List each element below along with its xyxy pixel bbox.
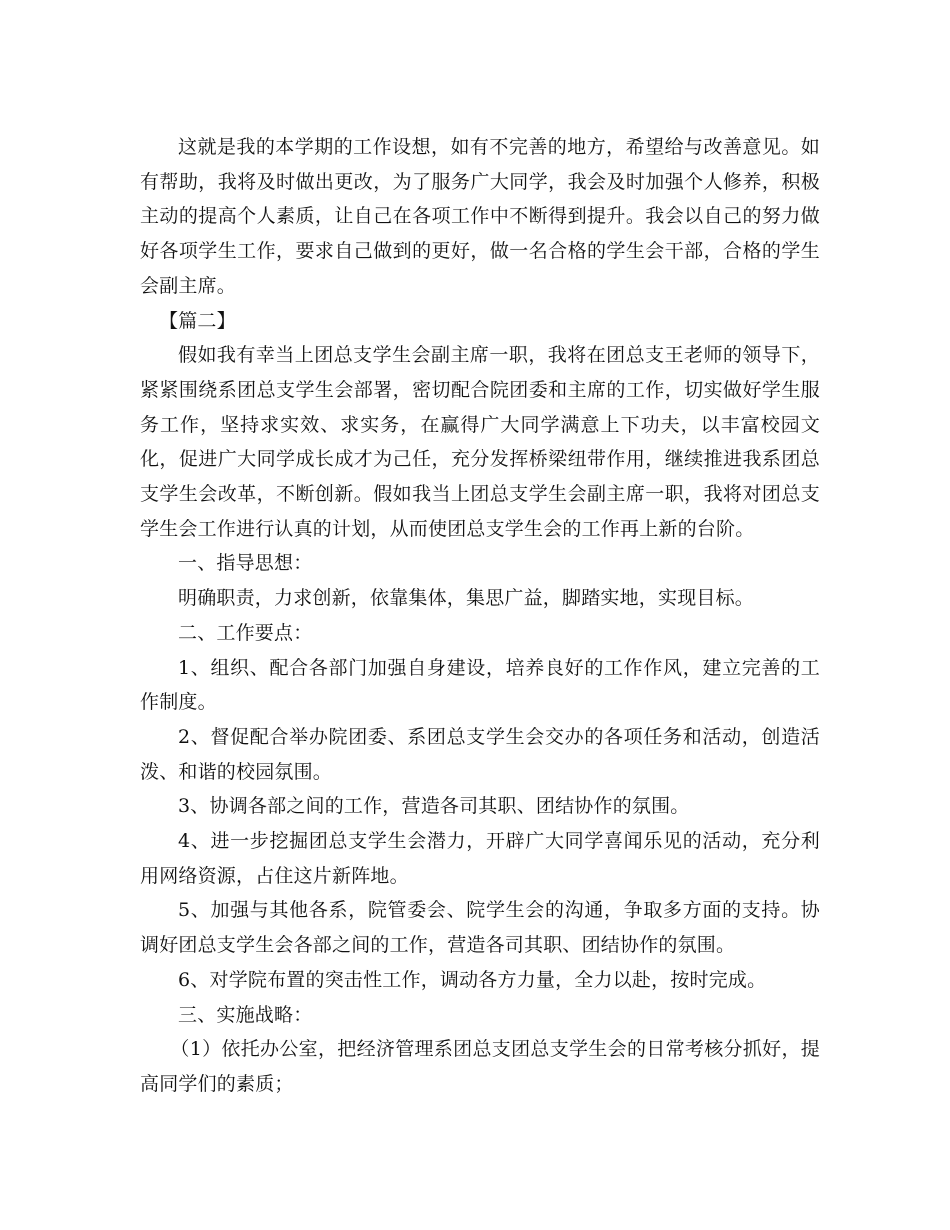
numbered-item: 6、对学院布置的突击性工作，调动各方力量，全力以赴，按时完成。: [178, 968, 767, 991]
document-body: [140, 130, 820, 1102]
body-paragraph: 明确职责，力求创新，依靠集体，集思广益，脚踏实地，实现目标。: [178, 587, 755, 610]
numbered-item: 1、组织、配合各部门加强自身建设，培养良好的工作作风，建立完善的工作制度。: [140, 656, 820, 714]
numbered-item: 5、加强与其他各系，院管委会、院学生会的沟通，争取多方面的支持。协调好团总支学生会各部之间的工作，营造各司其职、团结协作的氛围。: [140, 899, 820, 957]
numbered-item: 3、协调各部之间的工作，营造各司其职、团结协作的氛围。: [178, 795, 690, 818]
numbered-item: （1）依托办公室，把经济管理系团总支团总支学生会的日常考核分抓好，提高同学们的素质；: [140, 1038, 820, 1095]
section-heading-work-points: 二、工作要点：: [178, 621, 313, 644]
numbered-item: 2、督促配合举办院团委、系团总支学生会交办的各项任务和活动，创造活泼、和谐的校园氛围。: [140, 725, 820, 783]
section-heading-strategy: 三、实施战略：: [178, 1003, 313, 1026]
body-paragraph: 假如我有幸当上团总支学生会副主席一职，我将在团总支王老师的领导下，紧紧围绕系团总支学生会部署，密切配合院团委和主席的工作，切实做好学生服务工作，坚持求实效、求实务，在赢得广大同学满意上下功夫，以丰富校园文化，促进广大同学成长成才为己任，充分发挥桥梁纽带作用，继续推进我系团总支学生会改革，不断创新。假如我当上团总支学生会副主席一职，我将对团总支学生会工作进行认真的计划，从而使团总支学生会的工作再上新的台阶。: [140, 344, 820, 540]
intro-paragraph: 这就是我的本学期的工作设想，如有不完善的地方，希望给与改善意见。如有帮助，我将及时做出更改，为了服务广大同学，我会及时加强个人修养，积极主动的提高个人素质，让自己在各项工作中不断得到提升。我会以自己的努力做好各项学生工作，要求自己做到的更好，做一名合格的学生会干部，合格的学生会副主席。: [140, 136, 820, 297]
numbered-item: 4、进一步挖掘团总支学生会潜力，开辟广大同学喜闻乐见的活动，充分利用网络资源，占住这片新阵地。: [140, 830, 820, 887]
section-heading-part-two: 【篇二】: [159, 309, 236, 332]
section-heading-guiding-thought: 一、指导思想：: [178, 552, 313, 575]
